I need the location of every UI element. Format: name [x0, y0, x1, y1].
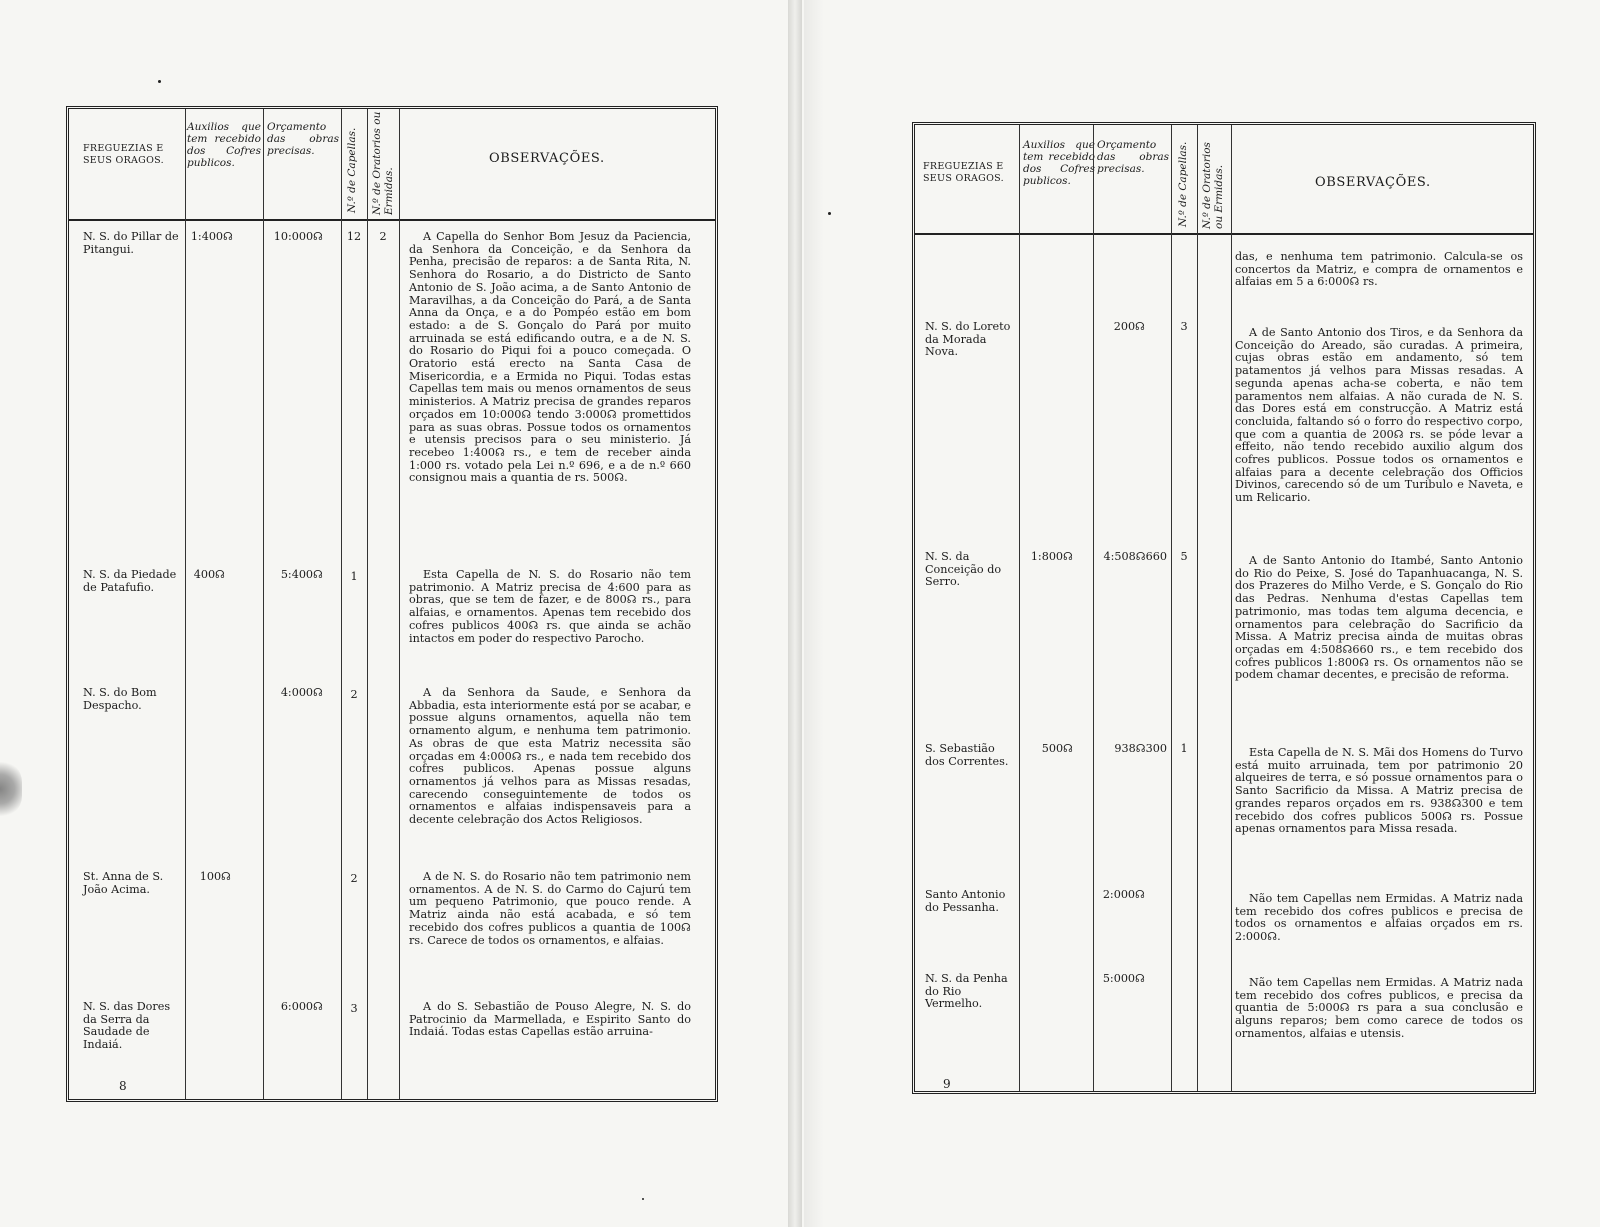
chapels-count: 2 — [350, 688, 358, 701]
gutter-shadow — [804, 0, 824, 1227]
parish-name: N. S. da Conceição do Serro. — [925, 550, 1002, 589]
parish-name: N. S. da Penha do Rio Vermelho. — [925, 972, 1008, 1011]
chapels-count: 1 — [1180, 742, 1188, 755]
observations: A da Senhora da Saude, e Senhora da Abbadia, esta interiormente está por se acabar, e possue alguns ornamentos, aquella não tem ornamento algum, e nenhuma tem patrimonio. As obras de que esta Matriz necessita são orçadas em 4:000☊ rs., e nada tem recebido dos cofres publicos. Apenas possue alguns ornamentos já velhos para as Missas resadas, carecendo conseguintemente de todos os ornamentos e alfaias indispensaveis para a decente celebração dos Actos Religiosos. — [409, 686, 691, 827]
column-rule — [341, 109, 342, 1099]
column-rule — [1093, 125, 1094, 1091]
budget: 200☊ — [1113, 320, 1145, 333]
budget: 6:000☊ — [280, 1000, 323, 1013]
budget: 10:000☊ — [273, 230, 323, 243]
header-oratorios: N.º de Oratorios ou Ermidas. — [371, 111, 395, 215]
observations: Esta Capella de N. S. Mãi dos Homens do Turvo está muito arruinada, tem por patrimonio 20 alqueires de terra, e só possue ornamentos para o Santo Sacrificio da Missa. A Matriz precisa de grandes reparos orçados em rs. 938☊300 e tem recebido dos cofres publicos 500☊ rs. Possue apenas ornamentos para Missa resada. — [1235, 746, 1523, 836]
parish-name: St. Anna de S. João Acima. — [83, 870, 164, 896]
observations: Não tem Capellas nem Ermidas. A Matriz nada tem recebido dos cofres publicos e precisa de todos os ornamentos e alfaias orçados em rs. 2:000☊. — [1235, 892, 1523, 944]
observations: A de Santo Antonio dos Tiros, e da Senhora da Conceição do Areado, são curadas. A primeira, cujas obras estão em andamento, só tem patamentos já velhos para Missas resadas. A segunda apenas acha-se coberta, e não tem paramentos nem alfaias. A não curada de N. S. das Dores está em construcção. A Matriz está concluida, faltando só o forro do respectivo corpo, que com a quantia de 200☊ rs. se póde levar a effeito, não tendo recebido auxilio algum dos cofres publicos. Possue todos os ornamentos e alfaias para a decente celebração dos Officios Divinos, carecendo só de um Turibulo e Naveta, e um Relicario. — [1235, 326, 1523, 505]
header-observacoes: OBSERVAÇÕES. — [1315, 175, 1431, 190]
column-rule — [185, 109, 186, 1099]
right-page — [912, 122, 1536, 1094]
print-speck — [828, 212, 831, 215]
header-observacoes: OBSERVAÇÕES. — [489, 151, 605, 166]
chapels-count: 5 — [1180, 550, 1188, 563]
page-number: 9 — [943, 1077, 951, 1091]
chapels-count: 2 — [350, 872, 358, 885]
print-speck — [158, 80, 161, 83]
parish-name: N. S. do Pillar de Pitangui. — [83, 230, 179, 256]
column-rule — [1019, 125, 1020, 1091]
parish-name: N. S. do Bom Despacho. — [83, 686, 157, 712]
chapels-count: 3 — [350, 1002, 358, 1015]
parish-name: N. S. da Piedade de Patafufio. — [83, 568, 177, 594]
left-table-header — [69, 109, 715, 221]
observations: A do S. Sebastião de Pouso Alegre, N. S. do Patrocinio da Marmellada, e Espirito Santo do Indaiá. Todas estas Capellas estão arruina- — [409, 1000, 691, 1039]
oratories-count: 2 — [379, 230, 387, 243]
ink-smudge — [0, 760, 22, 818]
parish-name: N. S. do Loreto da Morada Nova. — [925, 320, 1011, 359]
observations: A de N. S. do Rosario não tem patrimonio nem ornamentos. A de N. S. do Carmo do Cajurú tem um pequeno Patrimonio, que pouco rende. A Matriz ainda não está acabada, e só tem recebido dos cofres publicos a quantia de 100☊ rs. Carece de todos os ornamentos, e alfaias. — [409, 870, 691, 947]
parish-name: Santo Antonio do Pessanha. — [925, 888, 1006, 914]
header-freguezias: FREGUEZIAS E SEUS ORAGOS. — [923, 161, 1004, 184]
chapels-count: 1 — [350, 570, 358, 583]
column-rule — [1231, 125, 1232, 1091]
parish-name: S. Sebastião dos Correntes. — [925, 742, 1009, 768]
parish-name: N. S. das Dores da Serra da Saudade de Indaiá. — [83, 1000, 171, 1052]
observations: Não tem Capellas nem Ermidas. A Matriz nada tem recebido dos cofres publicos, e precisa da quantia de 5:000☊ rs para a sua conclusão e alguns reparos; bem como carece de todos os ornamentos, alfaias e utensis. — [1235, 976, 1523, 1040]
page-number: 8 — [119, 1079, 127, 1093]
header-capellas: N.º de Capellas. — [1177, 141, 1189, 227]
header-oratorios: N.º de Oratorios ou Ermidas. — [1201, 142, 1225, 229]
observations: Esta Capella de N. S. do Rosario não tem patrimonio. A Matriz precisa de 4:600 para as obras, que se tem de fazer, e de 800☊ rs., para alfaias, e ornamentos. Apenas tem recebido dos cofres publicos 400☊ rs. que ainda se achão intactos em poder do respectivo Parocho. — [409, 568, 691, 645]
column-rule — [367, 109, 368, 1099]
observations-continued: das, e nenhuma tem patrimonio. Calcula-se os concertos da Matriz, e compra de ornamentos e alfaias em 5 a 6:000☊ rs. — [1235, 250, 1523, 289]
column-rule — [1197, 125, 1198, 1091]
column-rule — [1171, 125, 1172, 1091]
right-table-header — [915, 125, 1533, 235]
print-speck — [642, 1198, 644, 1200]
budget: 2:000☊ — [1102, 888, 1145, 901]
budget: 4:508☊660 — [1103, 550, 1167, 563]
observations: A Capella do Senhor Bom Jesuz da Paciencia, da Senhora da Conceição, e da Senhora da Penha, precisão de reparos: a de Santa Rita, N. Senhora do Rosario, a do Districto de Santo Antonio de S. João acima, a de Santo Antonio de Maravilhas, a da Conceição do Pará, a de Santa Anna da Onça, e a do Pompéo estão em bom estado: a de S. Gonçalo do Pará por muito arruinada se está edificando outra, e a de N. S. do Rosario do Piqui foi a pouco começada. O Oratorio está erecto na Santa Casa de Misericordia, e a Ermida no Piqui. Todas estas Capellas tem mais ou menos ornamentos de seus ministerios. A Matriz precisa de grandes reparos orçados em 10:000☊ tendo 3:000☊ promettidos para as suas obras. Possue todos os ornamentos e utensis precisos para o seu ministerio. Já recebeo 1:400☊ rs., e tem de receber ainda 1:000 rs. votado pela Lei n.º 696, e a de n.º 660 consignou mais a quantia de rs. 500☊. — [409, 230, 691, 485]
budget: 938☊300 — [1114, 742, 1167, 755]
header-capellas: N.º de Capellas. — [346, 127, 358, 213]
header-auxilios: Auxilios que tem recebido dos Cofres publicos. — [1023, 139, 1095, 187]
aid-received: 500☊ — [1041, 742, 1073, 755]
budget: 5:000☊ — [1102, 972, 1145, 985]
header-auxilios: Auxilios que tem recebido dos Cofres publicos. — [187, 121, 261, 169]
observations: A de Santo Antonio do Itambé, Santo Antonio do Rio do Peixe, S. José do Tapanhuacanga, N. S. dos Prazeres do Milho Verde, e S. Gonçalo do Rio das Pedras. Nenhuma d'estas Capellas tem patrimonio, mas todas tem alguma decencia, e ornamentos para celebração do Sacrificio da Missa. A Matriz precisa ainda de muitas obras orçadas em 4:508☊660 rs., e tem recebido dos cofres publicos 1:800☊ rs. Os ornamentos não se podem chamar decentes, e precisão de reforma. — [1235, 554, 1523, 682]
chapels-count: 12 — [346, 230, 362, 243]
column-rule — [399, 109, 400, 1099]
budget: 4:000☊ — [280, 686, 323, 699]
aid-received: 1:400☊ — [190, 230, 233, 243]
budget: 5:400☊ — [280, 568, 323, 581]
book-gutter — [788, 0, 802, 1227]
chapels-count: 3 — [1180, 320, 1188, 333]
header-orcamento: Orçamento das obras precisas. — [267, 121, 339, 157]
header-orcamento: Orçamento das obras precisas. — [1097, 139, 1169, 175]
aid-received: 1:800☊ — [1030, 550, 1073, 563]
header-freguezias: FREGUEZIAS E SEUS ORAGOS. — [83, 143, 164, 166]
column-rule — [263, 109, 264, 1099]
aid-received: 400☊ — [193, 568, 225, 581]
left-page — [66, 106, 718, 1102]
aid-received: 100☊ — [199, 870, 231, 883]
